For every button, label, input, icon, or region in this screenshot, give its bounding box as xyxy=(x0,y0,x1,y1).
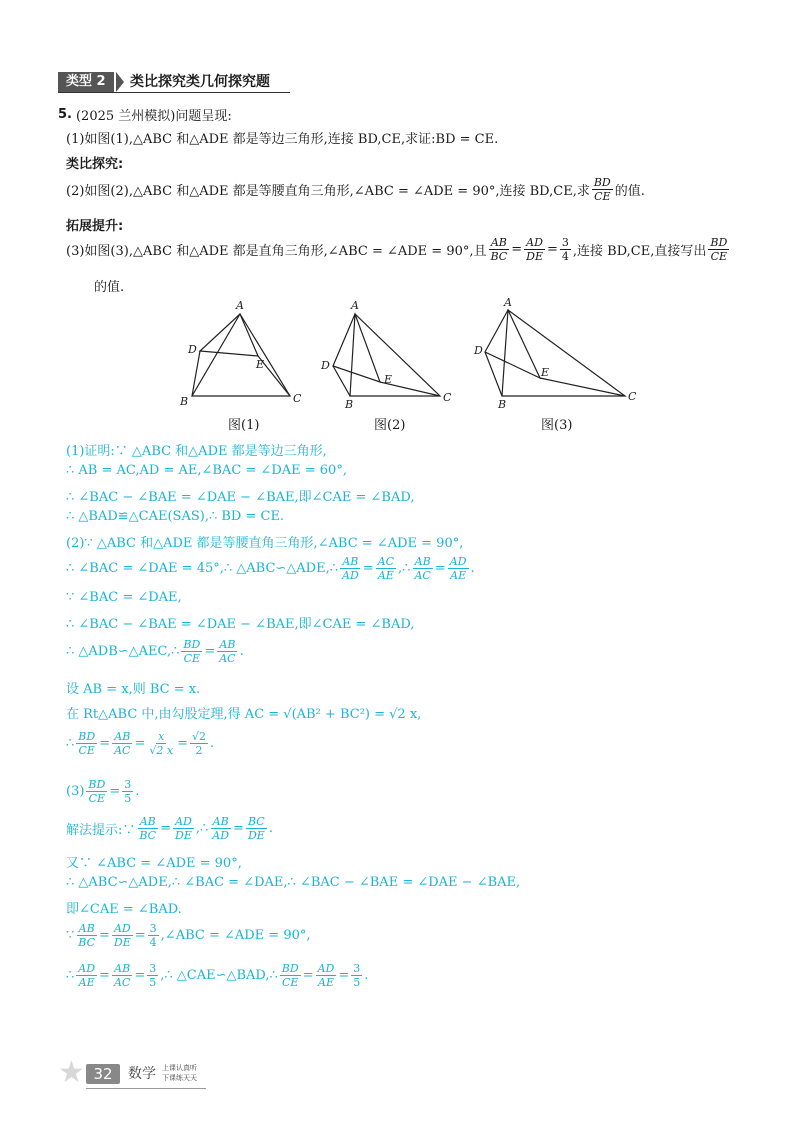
part3-fraction-1 xyxy=(489,236,510,263)
text: ∴ ∠BAC = ∠DAE = 45°,∴ △ABC∽△ADE,∴ xyxy=(66,561,338,576)
part2-fraction xyxy=(592,176,613,203)
fraction xyxy=(137,815,158,842)
footer-slogan-bottom: 下课练天天 xyxy=(162,1074,197,1082)
fig3-label-a: A xyxy=(504,296,512,309)
solution-line-6 xyxy=(66,555,475,582)
part2-prefix: (2)如图(2),△ABC 和△ADE 都是等腰直角三角形,∠ABC = ∠ADE = 90°,连接 BD,CE,求 xyxy=(66,184,590,199)
frac-den: AE xyxy=(450,569,467,582)
figure-caption-3: 图(3) xyxy=(541,418,573,433)
frac-den: CE xyxy=(88,792,106,805)
text: . xyxy=(135,784,140,799)
part3-eq-1: = xyxy=(511,242,523,257)
frac-num: AB xyxy=(139,815,156,828)
problem-part2 xyxy=(66,176,645,203)
frac-num: BD xyxy=(593,176,611,189)
fig3-label-d: D xyxy=(474,344,483,357)
frac-den: CE xyxy=(282,976,299,989)
frac-den: DE xyxy=(526,250,543,263)
type-badge: 类型 2 xyxy=(58,72,114,92)
frac-den: 2 xyxy=(195,744,203,757)
fig1-label-e: E xyxy=(256,358,265,371)
text: 解法提示:∵ xyxy=(66,823,136,838)
frac-num: AD xyxy=(317,962,335,975)
equals: = xyxy=(177,736,188,751)
part3-fraction-2 xyxy=(524,236,545,263)
frac-den: AC xyxy=(113,976,131,989)
frac-den: 4 xyxy=(561,250,569,263)
fraction xyxy=(448,555,469,582)
part3-mid: ,连接 BD,CE,直接写出 xyxy=(572,244,707,259)
solution-line-13 xyxy=(66,778,139,805)
section-header xyxy=(58,72,290,92)
frac-num: AB xyxy=(219,638,236,651)
fraction xyxy=(210,815,231,842)
frac-num: BD xyxy=(281,962,299,975)
fraction xyxy=(112,922,133,949)
frac-den: 5 xyxy=(124,792,132,805)
frac-num: AB xyxy=(490,236,507,249)
frac-num: AD xyxy=(113,922,131,935)
frac-num: AD xyxy=(78,962,96,975)
equals: = xyxy=(204,644,216,659)
frac-den: AD xyxy=(342,569,359,582)
fig1-label-d: D xyxy=(188,343,197,356)
frac-den: AC xyxy=(114,744,131,757)
page-footer xyxy=(58,1055,278,1090)
equals: = xyxy=(302,968,314,983)
solution-line-15: 又∵ ∠ABC = ∠ADE = 90°, xyxy=(66,856,242,871)
problem-part3 xyxy=(66,236,731,263)
problem-number: 5. xyxy=(58,107,72,122)
frac-den: AC xyxy=(414,569,431,582)
frac-den: 5 xyxy=(353,976,361,989)
fig1-label-b: B xyxy=(180,395,189,408)
fraction xyxy=(340,555,361,582)
solution-line-11: 在 Rt△ABC 中,由勾股定理,得 AC = √(AB² + BC²) = √2 x, xyxy=(66,707,422,722)
figure-caption-2: 图(2) xyxy=(374,418,406,433)
footer-subject: 数学 xyxy=(128,1066,156,1082)
solution-line-17: 即∠CAE = ∠BAD. xyxy=(66,902,182,917)
solution-line-3: ∴ ∠BAC − ∠BAE = ∠DAE − ∠BAE,即∠CAE = ∠BAD, xyxy=(66,490,415,505)
frac-num: BC xyxy=(248,815,265,828)
fig2-triangle-ade xyxy=(333,314,380,382)
equals: = xyxy=(99,968,110,983)
frac-num: AB xyxy=(114,962,131,975)
geometry-figures xyxy=(170,296,650,411)
part3-prefix: (3)如图(3),△ABC 和△ADE 都是直角三角形,∠ABC = ∠ADE = 90°,且 xyxy=(66,244,487,259)
fig2-triangle-abc xyxy=(350,314,440,396)
solution-line-18 xyxy=(66,922,311,949)
equals: = xyxy=(434,561,446,576)
frac-den: AE xyxy=(318,976,334,989)
problem-part1: (1)如图(1),△ABC 和△ADE 都是等边三角形,连接 BD,CE,求证:BD = CE. xyxy=(66,132,499,147)
frac-num: 3 xyxy=(124,778,132,791)
fraction xyxy=(173,815,194,842)
frac-num: AB xyxy=(114,730,131,743)
solution-line-14 xyxy=(66,815,273,842)
frac-num: AD xyxy=(175,815,192,828)
text: . xyxy=(239,644,244,659)
chevron-icon xyxy=(116,72,124,92)
fraction xyxy=(147,962,158,989)
page-number: 32 xyxy=(86,1064,120,1084)
fig1-triangle-ade xyxy=(200,314,258,356)
problem-source-text: (2025 兰州模拟)问题呈现: xyxy=(75,109,232,124)
fraction xyxy=(122,778,133,805)
frac-den: BC xyxy=(139,829,157,842)
frac-den: DE xyxy=(247,829,265,842)
fraction xyxy=(412,555,432,582)
fig2-label-b: B xyxy=(345,398,354,411)
frac-den: 4 xyxy=(149,936,157,949)
frac-den: DE xyxy=(175,829,192,842)
text: ,∴ xyxy=(195,821,209,836)
part3-eq-2: = xyxy=(546,242,558,257)
star-logo-icon: ★ xyxy=(58,1055,85,1090)
fig2-label-a: A xyxy=(351,299,359,312)
fraction xyxy=(112,962,132,989)
frac-den: CE xyxy=(594,190,611,203)
frac-num: AC xyxy=(377,555,395,568)
footer-slogan-top: 上课认真听 xyxy=(162,1064,197,1072)
text: ∵ xyxy=(66,928,75,943)
frac-den: CE xyxy=(710,250,728,263)
equals: = xyxy=(134,928,146,943)
fraction xyxy=(148,922,159,949)
problem-source xyxy=(58,105,232,124)
section-title: 类比探究类几何探究题 xyxy=(130,74,270,90)
part3-suffix: 的值. xyxy=(94,280,125,295)
fraction xyxy=(76,730,97,757)
text: ∴ xyxy=(66,968,75,983)
part3-fraction-3 xyxy=(560,236,571,263)
fraction xyxy=(376,555,396,582)
solution-line-5: (2)∵ △ABC 和△ADE 都是等腰直角三角形,∠ABC = ∠ADE = 90°, xyxy=(66,536,464,551)
frac-den: √2 x xyxy=(149,744,174,757)
fig3-label-c: C xyxy=(628,390,637,403)
fig3-triangle-ade xyxy=(485,310,540,378)
frac-num: BD xyxy=(78,730,96,743)
equals: = xyxy=(160,821,172,836)
text: . xyxy=(364,968,369,983)
equals: = xyxy=(338,968,350,983)
frac-den: AC xyxy=(219,652,236,665)
text: ,∴ △CAE∽△BAD,∴ xyxy=(160,968,278,983)
equals: = xyxy=(99,928,110,943)
fraction xyxy=(316,962,337,989)
figure-caption-1: 图(1) xyxy=(228,418,260,433)
solution-line-16: ∴ △ABC∽△ADE,∴ ∠BAC = ∠DAE,∴ ∠BAC − ∠BAE = ∠DAE − ∠BAE, xyxy=(66,875,521,890)
fraction xyxy=(112,730,132,757)
fig2-label-d: D xyxy=(321,359,330,372)
equals: = xyxy=(99,736,111,751)
fraction xyxy=(217,638,237,665)
solution-line-7: ∵ ∠BAC = ∠DAE, xyxy=(66,590,182,605)
text: (3) xyxy=(66,784,85,799)
frac-num: BD xyxy=(88,778,106,791)
frac-den: AE xyxy=(377,569,394,582)
solution-line-4: ∴ △BAD≌△CAE(SAS),∴ BD = CE. xyxy=(66,509,285,524)
frac-den: CE xyxy=(183,652,201,665)
frac-num: AB xyxy=(212,815,229,828)
fig3-label-e: E xyxy=(541,366,550,379)
part2-suffix: 的值. xyxy=(614,184,645,199)
frac-den: 5 xyxy=(149,976,157,989)
fig1-label-a: A xyxy=(236,299,244,312)
text: ,∴ xyxy=(398,561,411,576)
fraction xyxy=(86,778,107,805)
equals: = xyxy=(109,784,121,799)
fig3-label-b: B xyxy=(498,398,507,411)
fraction xyxy=(147,730,175,757)
frac-den: AD xyxy=(212,829,230,842)
fig1-label-c: C xyxy=(293,392,302,405)
frac-den: BC xyxy=(78,936,95,949)
text: . xyxy=(210,736,215,751)
frac-num: 3 xyxy=(353,962,361,975)
solution-line-10: 设 AB = x,则 BC = x. xyxy=(66,682,201,697)
frac-num: BD xyxy=(710,236,728,249)
solution-line-12 xyxy=(66,730,214,757)
extend-label: 拓展提升: xyxy=(66,219,124,234)
fraction xyxy=(190,730,208,757)
frac-num: 3 xyxy=(149,922,157,935)
part3-fraction-4 xyxy=(708,236,729,263)
frac-num: √2 xyxy=(192,730,207,743)
frac-num: BD xyxy=(183,638,201,651)
solution-line-19 xyxy=(66,962,368,989)
text: ∴ xyxy=(66,736,75,751)
frac-num: AB xyxy=(414,555,431,568)
text: ,∠ABC = ∠ADE = 90°, xyxy=(160,928,311,943)
text: . xyxy=(470,561,475,576)
solution-line-1: (1)证明:∵ △ABC 和△ADE 都是等边三角形, xyxy=(66,444,327,459)
fig2-label-e: E xyxy=(384,373,393,386)
solution-line-9 xyxy=(66,638,244,665)
frac-num: AD xyxy=(526,236,543,249)
frac-num: x xyxy=(158,730,165,743)
fig2-label-c: C xyxy=(443,391,452,404)
frac-den: DE xyxy=(113,936,131,949)
analog-label: 类比探究: xyxy=(66,157,124,172)
frac-num: AB xyxy=(78,922,95,935)
text: . xyxy=(268,821,273,836)
fraction xyxy=(351,962,362,989)
solution-line-2: ∴ AB = AC,AD = AE,∠BAC = ∠DAE = 60°, xyxy=(66,463,347,478)
fraction xyxy=(246,815,267,842)
equals: = xyxy=(233,821,244,836)
frac-num: AB xyxy=(342,555,359,568)
frac-num: 3 xyxy=(149,962,157,975)
fraction xyxy=(280,962,301,989)
fraction xyxy=(76,922,97,949)
frac-den: BC xyxy=(490,250,508,263)
frac-num: AD xyxy=(449,555,467,568)
frac-den: AE xyxy=(78,976,95,989)
equals: = xyxy=(134,736,146,751)
fraction xyxy=(76,962,97,989)
solution-line-8: ∴ ∠BAC − ∠BAE = ∠DAE − ∠BAE,即∠CAE = ∠BAD, xyxy=(66,617,415,632)
fraction xyxy=(181,638,202,665)
text: ∴ △ADB∽△AEC,∴ xyxy=(66,644,180,659)
equals: = xyxy=(362,561,374,576)
frac-den: CE xyxy=(78,744,95,757)
frac-num: 3 xyxy=(561,236,569,249)
equals: = xyxy=(134,968,146,983)
